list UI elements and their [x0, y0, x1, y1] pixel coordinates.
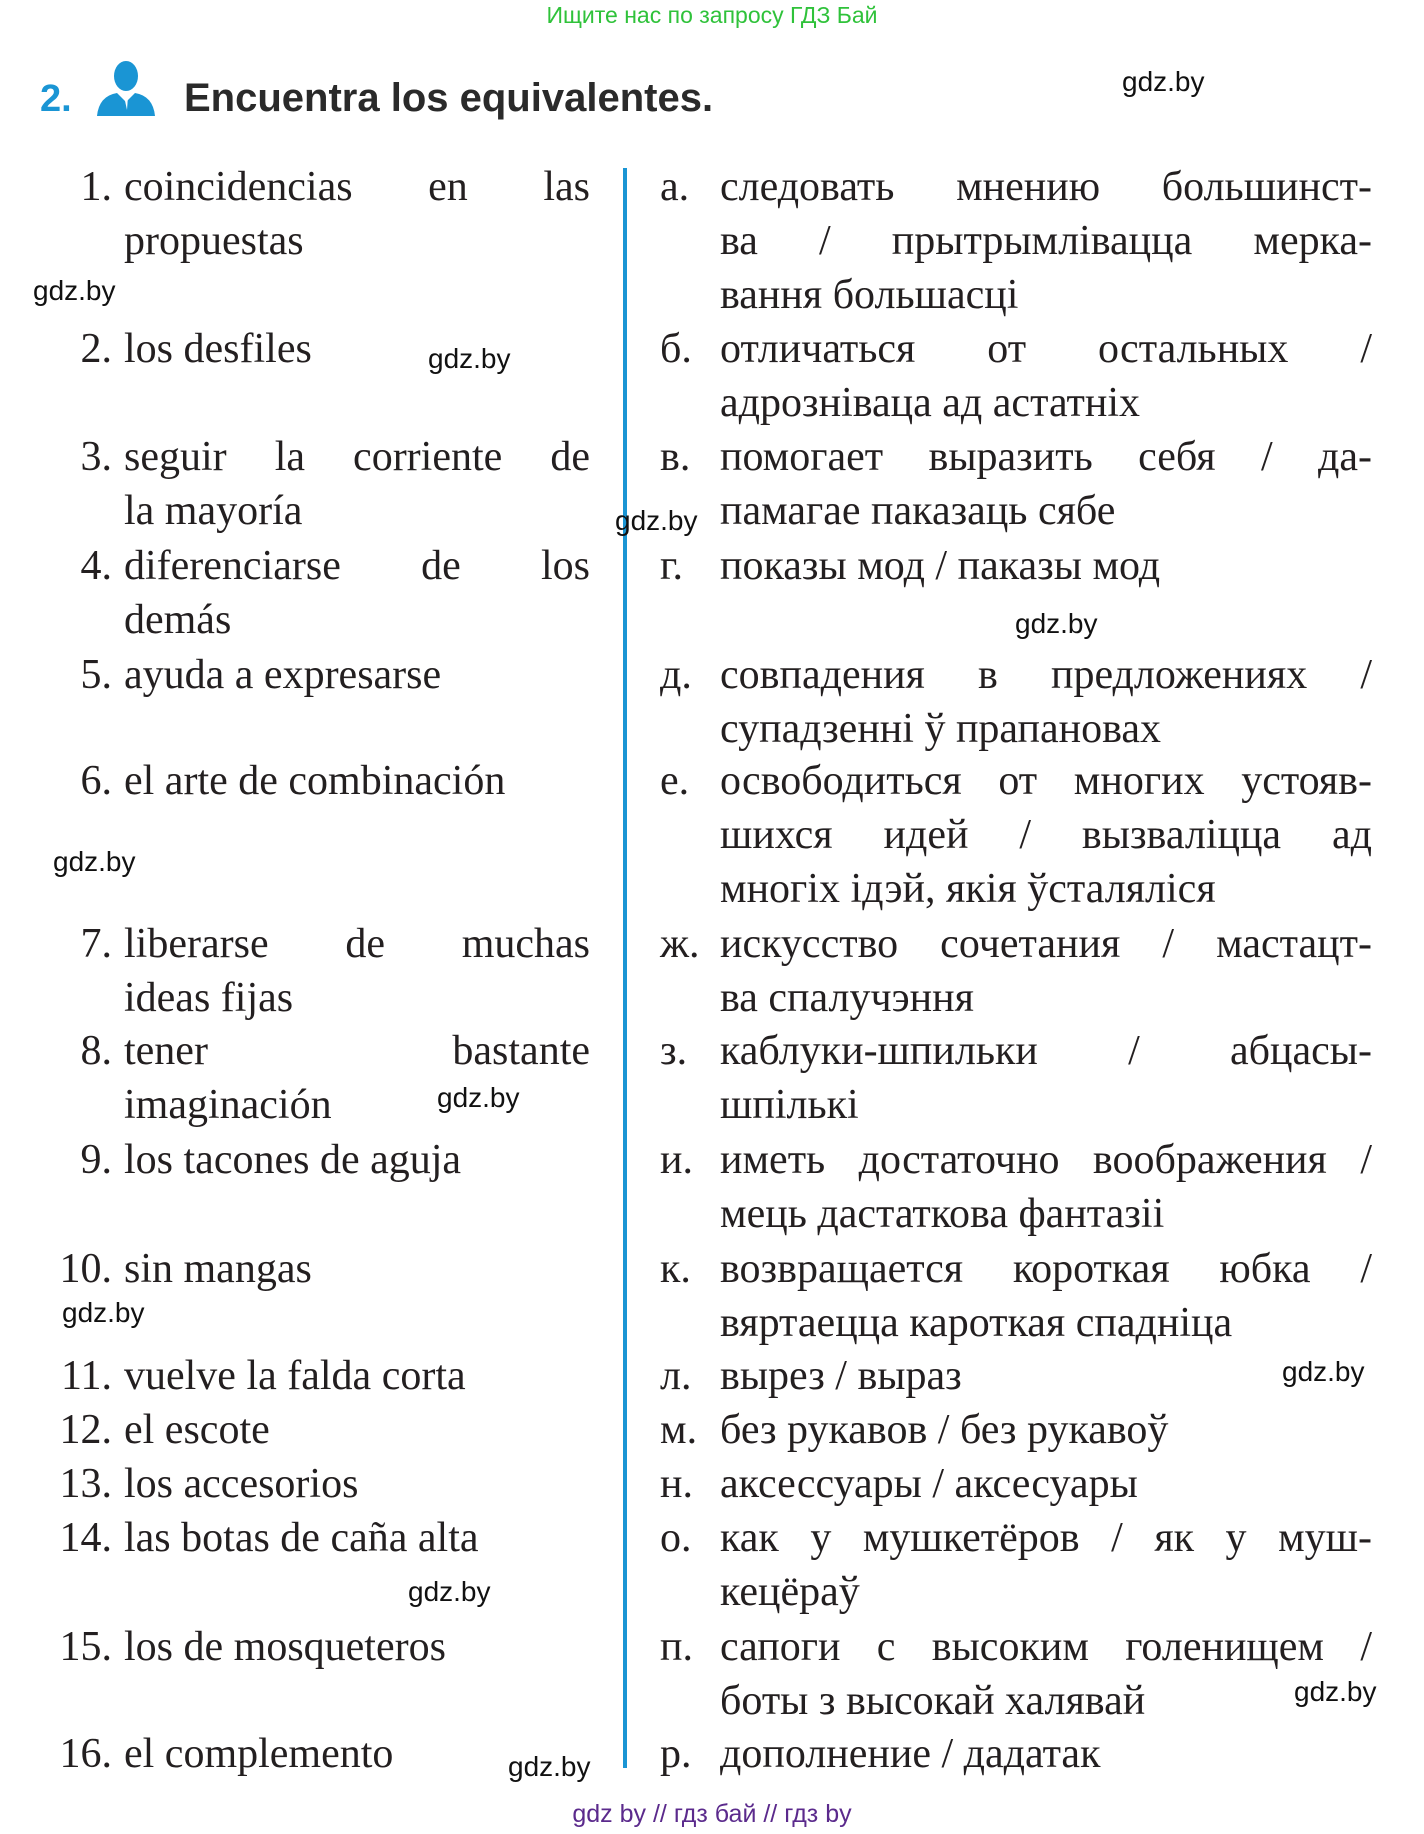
gdz-watermark: gdz.by — [62, 1297, 145, 1328]
item-marker: п. — [660, 1624, 693, 1670]
search-banner: Ищите нас по запросу ГДЗ Бай — [546, 2, 878, 28]
item-text — [720, 648, 1372, 756]
gdz-watermark: gdz.by — [437, 1082, 520, 1113]
item-marker: 10. — [59, 1246, 112, 1292]
item-line: diferenciarse de los — [124, 543, 590, 589]
item-marker: 15. — [59, 1624, 112, 1670]
item-text — [124, 1620, 590, 1674]
item-line: шихся идей / вызваліцца ад — [720, 812, 1372, 858]
item-text — [124, 539, 590, 647]
item-marker: г. — [660, 543, 683, 589]
item-line: el arte de combinación — [124, 758, 506, 804]
item-line: искусство сочетания / мастацт- — [720, 921, 1372, 967]
item-marker: л. — [660, 1353, 692, 1399]
item-text — [720, 1511, 1372, 1619]
item-line: каблуки-шпильки / абцасы- — [720, 1028, 1372, 1074]
item-line: вырез / выраз — [720, 1353, 962, 1399]
gdz-watermark: gdz.by — [408, 1576, 491, 1607]
item-marker: б. — [660, 326, 692, 372]
item-line: показы мод / паказы мод — [720, 543, 1161, 589]
item-text — [124, 1242, 590, 1296]
item-text — [124, 754, 590, 808]
column-divider — [623, 168, 627, 1768]
item-line: адрозніваца ад астатніх — [720, 380, 1140, 426]
item-line: liberarse de muchas — [124, 921, 590, 967]
item-marker: 14. — [59, 1515, 112, 1561]
item-marker: 9. — [80, 1137, 112, 1183]
item-marker: 5. — [80, 652, 112, 698]
item-text — [720, 1403, 1372, 1457]
item-line: совпадения в предложениях / — [720, 652, 1372, 698]
item-text — [720, 1620, 1372, 1728]
item-text — [124, 1457, 590, 1511]
gdz-watermark: gdz.by — [1282, 1356, 1365, 1387]
item-text — [124, 1133, 590, 1187]
gdz-watermark: gdz.by — [1122, 66, 1205, 97]
item-line: отличаться от остальных / — [720, 326, 1372, 372]
person-icon — [95, 60, 157, 116]
item-text — [124, 1511, 590, 1565]
item-marker: з. — [660, 1028, 688, 1074]
item-text — [124, 1403, 590, 1457]
item-line: дополнение / дадатак — [720, 1731, 1101, 1777]
gdz-watermark: gdz.by — [615, 505, 698, 536]
item-text — [720, 754, 1372, 916]
item-marker: в. — [660, 434, 691, 480]
item-line: сапоги с высоким голенищем / — [720, 1624, 1372, 1670]
item-marker: ж. — [660, 921, 700, 967]
item-line: освободиться от многих устояв- — [720, 758, 1372, 804]
item-marker: 7. — [80, 921, 112, 967]
item-marker: р. — [660, 1731, 692, 1777]
item-marker: 11. — [61, 1353, 112, 1399]
item-line: los tacones de aguja — [124, 1137, 462, 1183]
item-line: ayuda a expresarse — [124, 652, 442, 698]
gdz-watermark: gdz.by — [1294, 1676, 1377, 1707]
item-line: ва спалучэння — [720, 975, 974, 1021]
item-marker: а. — [660, 164, 690, 210]
item-line: las botas de caña alta — [124, 1515, 479, 1561]
item-text — [124, 648, 590, 702]
item-line: как у мушкетёров / як у муш- — [720, 1515, 1372, 1561]
item-text — [124, 1349, 590, 1403]
item-line: el complemento — [124, 1731, 394, 1777]
item-marker: и. — [660, 1137, 693, 1183]
item-text — [124, 160, 590, 268]
item-line: demás — [124, 597, 232, 643]
item-line: мець дастаткова фантазіі — [720, 1191, 1165, 1237]
item-line: следовать мнению большинст- — [720, 164, 1372, 210]
item-marker: 16. — [59, 1731, 112, 1777]
gdz-watermark: gdz.by — [508, 1751, 591, 1782]
item-text — [720, 539, 1372, 593]
gdz-watermark: gdz.by — [428, 343, 511, 374]
item-line: супадзенні ў прапановах — [720, 706, 1162, 752]
item-line: вяртаецца кароткая спадніца — [720, 1300, 1233, 1346]
item-text — [124, 917, 590, 1025]
item-line: вання большасці — [720, 272, 1019, 318]
item-line: аксессуары / аксесуары — [720, 1461, 1138, 1507]
item-line: многіх ідэй, якія ўсталяліся — [720, 866, 1216, 912]
item-marker: 2. — [80, 326, 112, 372]
exercise-number: 2. — [40, 78, 72, 120]
item-line: иметь достаточно воображения / — [720, 1137, 1372, 1183]
gdz-watermark: gdz.by — [33, 275, 116, 306]
item-line: la mayoría — [124, 488, 303, 534]
item-marker: 13. — [59, 1461, 112, 1507]
item-line: los desfiles — [124, 326, 312, 372]
item-text — [720, 1024, 1372, 1132]
exercise-title: Encuentra los equivalentes. — [184, 76, 714, 120]
item-marker: 12. — [59, 1407, 112, 1453]
item-line: tener bastante — [124, 1028, 590, 1074]
item-marker: к. — [660, 1246, 691, 1292]
item-marker: 1. — [80, 164, 112, 210]
item-line: памагае паказаць сябе — [720, 488, 1116, 534]
item-line: los de mosqueteros — [124, 1624, 446, 1670]
item-marker: н. — [660, 1461, 693, 1507]
item-line: шпількі — [720, 1082, 859, 1128]
item-text — [720, 1727, 1372, 1781]
item-marker: 6. — [80, 758, 112, 804]
item-text — [720, 160, 1372, 322]
item-line: seguir la corriente de — [124, 434, 590, 480]
item-line: el escote — [124, 1407, 270, 1453]
gdz-watermark: gdz.by — [53, 846, 136, 877]
item-line: ideas fijas — [124, 975, 294, 1021]
item-line: vuelve la falda corta — [124, 1353, 466, 1399]
item-text — [720, 1242, 1372, 1350]
item-text — [720, 1133, 1372, 1241]
item-marker: д. — [660, 652, 692, 698]
item-line: боты з высокай халявай — [720, 1678, 1146, 1724]
item-marker: м. — [660, 1407, 698, 1453]
item-text — [720, 917, 1372, 1025]
item-line: кецёраў — [720, 1569, 860, 1615]
item-line: coincidencias en las — [124, 164, 590, 210]
item-line: возвращается короткая юбка / — [720, 1246, 1372, 1292]
item-marker: о. — [660, 1515, 692, 1561]
item-line: propuestas — [124, 218, 304, 264]
item-text — [720, 430, 1372, 538]
item-line: imaginación — [124, 1082, 332, 1128]
item-text — [720, 322, 1372, 430]
item-line: sin mangas — [124, 1246, 312, 1292]
item-line: помогает выразить себя / да- — [720, 434, 1372, 480]
item-line: без рукавов / без рукавоў — [720, 1407, 1169, 1453]
footer-watermark: gdz by // гдз бай // гдз by — [572, 1800, 852, 1828]
item-text — [124, 322, 590, 376]
item-text — [720, 1349, 1372, 1403]
item-text — [124, 1024, 590, 1132]
item-line: los accesorios — [124, 1461, 359, 1507]
item-marker: 4. — [80, 543, 112, 589]
item-text — [124, 430, 590, 538]
gdz-watermark: gdz.by — [1015, 608, 1098, 639]
item-marker: 8. — [80, 1028, 112, 1074]
item-text — [720, 1457, 1372, 1511]
item-marker: 3. — [80, 434, 112, 480]
item-marker: е. — [660, 758, 690, 804]
item-line: ва / прытрымлівацца мерка- — [720, 218, 1372, 264]
